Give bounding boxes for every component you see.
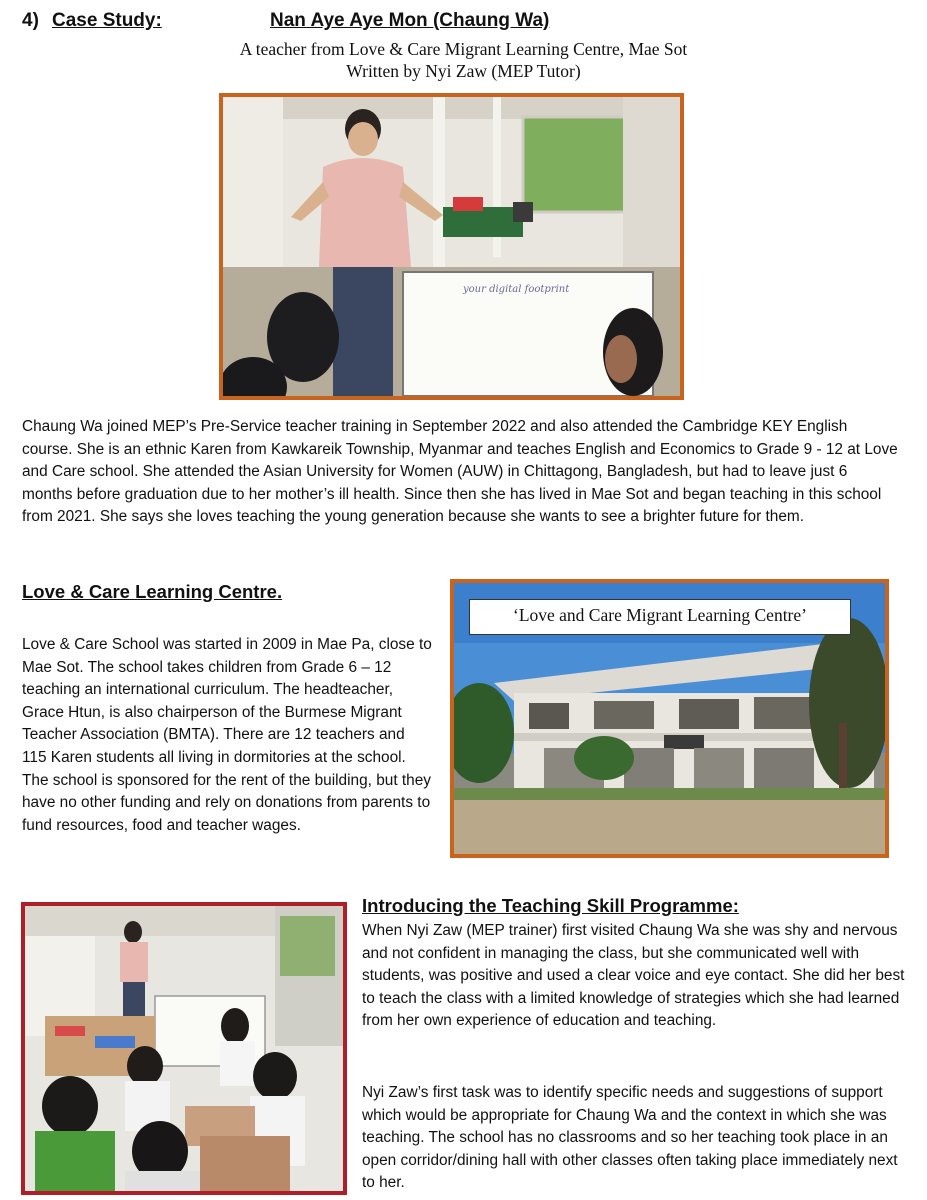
byline: Written by Nyi Zaw (MEP Tutor) (346, 61, 581, 81)
subtitle: A teacher from Love & Care Migrant Learning Centre, Mae Sot (239, 39, 688, 59)
section-label: Case Study: (52, 10, 162, 31)
school-photo-caption: ‘Love and Care Migrant Learning Centre’ (469, 599, 851, 635)
teacher-name: Nan Aye Aye Mon (Chaung Wa) (270, 10, 550, 31)
whiteboard-text: your digital footprint (463, 284, 570, 295)
students-corridor-illustration (25, 906, 343, 1191)
teacher-classroom-illustration (223, 97, 680, 396)
centre-paragraph: Love & Care School was started in 2009 in Mae Pa, close to Mae Sot. The school takes children from Grade 6 – 12 teaching an international curriculum. The headteacher, Grace Htun, is also chairperson of the Burmese Migrant Teacher Association (BMTA). There are 12 teachers and 115 Karen students all living in dormitories at the school. The school is sponsored for the rent of the building, but they have no other funding and rely on donations from parents to fund resources, food and teacher wages. (22, 636, 432, 834)
teacher-classroom-photo (219, 93, 684, 400)
intro-paragraph: Chaung Wa joined MEP’s Pre-Service teacher training in September 2022 and also attended the Cambridge KEY English course. She is an ethnic Karen from Kawkareik Township, Myanmar and teaches English and Economics to Grade 9 - 12 at Love and Care school. She attended the Asian University for Women (AUW) in Chittagong, Bangladesh, but had to leave just 6 months before graduation due to her mother’s ill health. Since then she has lived in Mae Sot and began teaching in this school from 2021. She says she loves teaching the young generation because she wants to see a brighter future for them. (22, 418, 898, 526)
school-building-photo (450, 579, 889, 858)
programme-paragraph-1: When Nyi Zaw (MEP trainer) first visited Chaung Wa she was shy and nervous and not confident in managing the class, but she communicated well with students, was positive and used a clear voice and eye contact. She did her best to teach the class with a limited knowledge of strategies which she had learned from her own experience of education and teaching. (362, 922, 905, 1030)
programme-paragraph-2: Nyi Zaw’s first task was to identify specific needs and suggestions of support which would be appropriate for Chaung Wa and the context in which she was teaching. The school has no classrooms and so her teaching took place in an open corridor/dining hall with other classes often taking place immediately next to her. (362, 1084, 898, 1192)
section-number: 4) (22, 10, 39, 31)
students-corridor-photo (21, 902, 347, 1195)
centre-heading: Love & Care Learning Centre. (22, 581, 283, 602)
programme-heading: Introducing the Teaching Skill Programme: (362, 895, 739, 916)
